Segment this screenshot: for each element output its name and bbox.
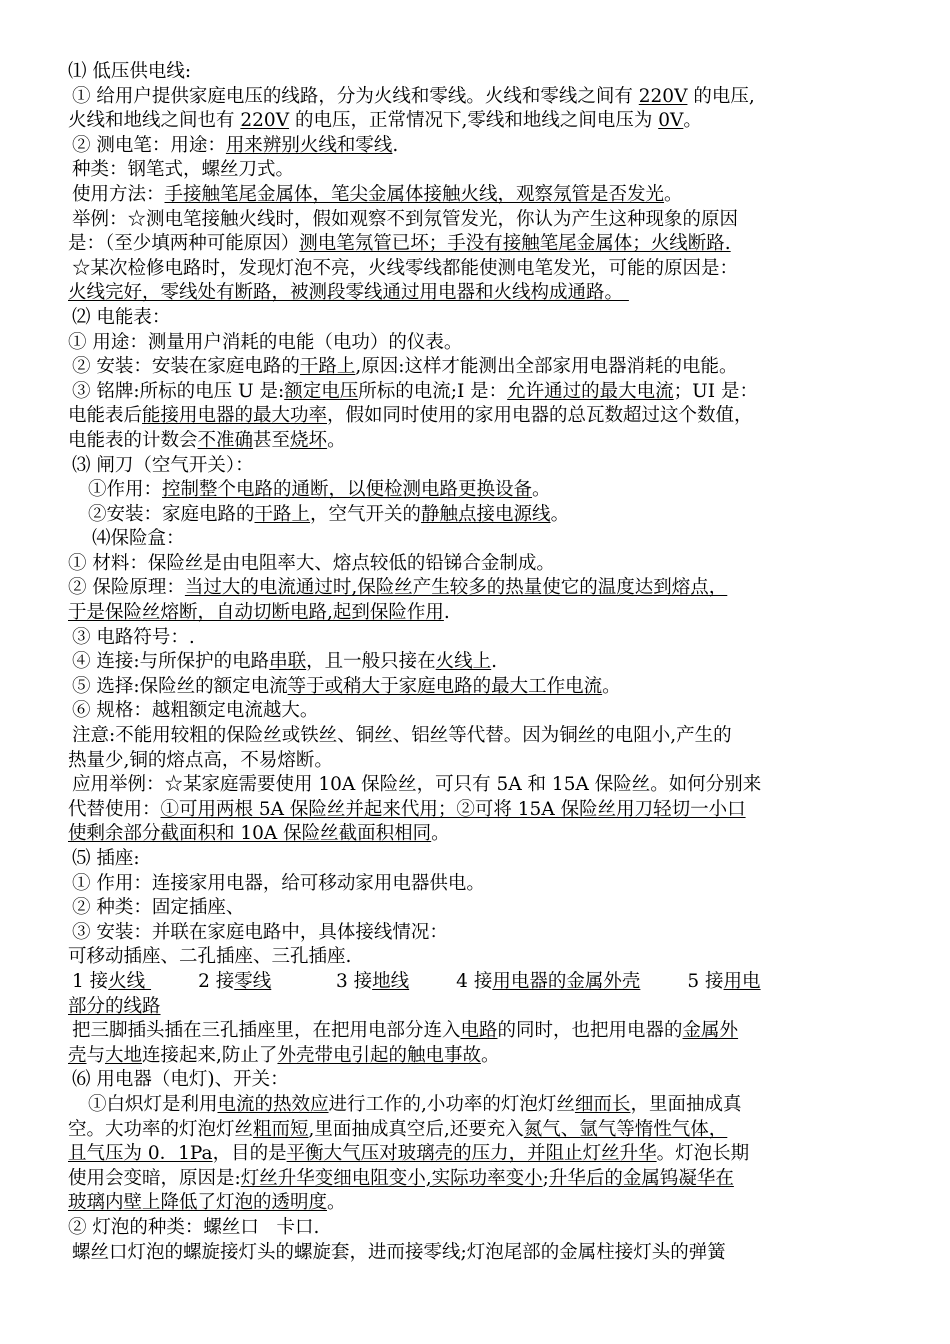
document-body (68, 60, 898, 1265)
underlined-answer: 细而长 (574, 1093, 631, 1115)
text-segment: 。灯泡长期 (656, 1143, 750, 1165)
text-segment: ② 安装：安装在家庭电路的 (72, 356, 300, 378)
text-segment: 。 (431, 823, 450, 845)
underlined-answer: 电路 (460, 1020, 498, 1042)
underlined-answer: 金属外 (682, 1020, 739, 1042)
text-line (68, 650, 898, 675)
text-segment: ③ 安装：并联在家庭电路中，具体接线情况： (72, 921, 448, 943)
text-segment: 连接起来,防止了 (142, 1044, 278, 1066)
text-line (68, 60, 898, 85)
underlined-answer: 使剩余部分截面积和 10A 保险丝截面积相同 (68, 823, 432, 845)
text-line (68, 749, 898, 774)
underlined-answer: 于是保险丝熔断，自动切断电路,起到保险作用 (68, 602, 444, 624)
text-segment: 1 接 (72, 970, 109, 992)
text-segment: 。 (602, 675, 621, 697)
text-segment: ⑹ 用电器（电灯)、开关： (72, 1069, 289, 1091)
underlined-answer: 静触点接电源线 (421, 503, 551, 525)
text-segment: ① 作用：连接家用电器，给可移动家用电器供电。 (72, 872, 485, 894)
text-line (68, 158, 898, 183)
text-segment: 进行工作的,小功率的灯泡灯丝 (328, 1093, 575, 1115)
text-segment: 。 (327, 429, 346, 451)
text-line (68, 183, 898, 208)
text-segment: 使用会变暗，原因是: (68, 1167, 241, 1189)
text-segment: . (392, 134, 399, 156)
text-segment: 举例：☆测电笔接触火线时，假如观察不到氖管发光，你认为产生这种现象的原因 (72, 208, 739, 230)
underlined-answer: 不准确 (197, 429, 254, 451)
underlined-answer: 零线 (234, 970, 272, 992)
text-line (68, 576, 898, 601)
text-line (68, 109, 898, 134)
underlined-answer: ①可用两根 5A 保险丝并起来代用；②可将 15A 保险丝用刀轻切一小口 (160, 798, 746, 820)
text-line (68, 355, 898, 380)
text-segment: ① 用途：测量用户消耗的电能（电功）的仪表。 (68, 331, 463, 353)
text-segment: ⑶ 闸刀（空气开关）： (72, 454, 254, 476)
underlined-answer: 当过大的电流通过时,保险丝产生较多的热量使它的温度达到熔点， (184, 577, 728, 599)
text-segment: 应用举例：☆某家庭需要使用 10A 保险丝，可只有 5A 和 15A 保险丝。如何分别来 (72, 774, 762, 796)
underlined-answer: 部分的线路 (68, 995, 161, 1017)
text-line (68, 872, 898, 897)
text-segment: ①作用： (88, 479, 163, 501)
underlined-answer: 控制整个电路的通断，以便检测电路更换设备 (162, 479, 533, 501)
text-segment: ☆某次检修电路时，发现灯泡不亮，火线零线都能使测电笔发光，可能的原因是： (72, 257, 739, 279)
text-segment: ⑷保险盒： (92, 528, 185, 550)
text-line (68, 1118, 898, 1143)
text-segment: ③ 铭牌:所标的电压 U 是: (72, 380, 285, 402)
text-line (68, 626, 898, 651)
text-segment: . (443, 602, 450, 624)
underlined-answer: 干路上 (299, 356, 356, 378)
underlined-answer: 烧坏 (290, 429, 328, 451)
text-line (68, 208, 898, 233)
text-segment: ② 测电笔：用途： (72, 134, 226, 156)
text-segment: ③ 电路符号：. (72, 626, 195, 648)
underlined-answer: 用来辨别火线和零线 (225, 134, 393, 156)
text-segment: ,原因:这样才能测出全部家用电器消耗的电能。 (355, 356, 738, 378)
text-segment: ，且一般只接在 (306, 651, 436, 673)
underlined-answer: 等于或稍大于家庭电路的最大工作电流 (287, 675, 603, 697)
text-segment: 。 (327, 1192, 346, 1214)
underlined-answer: 火线上 (435, 651, 492, 673)
text-segment: ⑵ 电能表： (72, 306, 171, 328)
text-segment: ; (542, 1167, 549, 1189)
text-segment: ② 灯泡的种类：螺丝口 卡口. (68, 1216, 320, 1238)
text-line (68, 1142, 898, 1167)
underlined-answer: 平衡大气压对玻璃壳的压力，并阻止灯丝升华 (286, 1143, 657, 1165)
text-segment: 甚至 (253, 429, 291, 451)
text-segment: 所标的电流;I 是： (358, 380, 508, 402)
text-segment: 是：（至少填两种可能原因） (68, 233, 300, 255)
text-line (68, 1093, 898, 1118)
text-line (68, 331, 898, 356)
text-segment: 的同时，也把用电器的 (497, 1020, 683, 1042)
text-segment: ，假如同时使用的家用电器的总瓦数超过这个数值， (327, 405, 753, 427)
text-segment: ⑸ 插座: (72, 848, 140, 869)
underlined-answer: 允许通过的最大电流 (507, 380, 674, 402)
text-line (68, 306, 898, 331)
text-line (68, 1167, 898, 1192)
underlined-answer: 能接用电器的最大功率 (142, 405, 328, 427)
underlined-answer: 220V (638, 85, 688, 107)
text-line (68, 675, 898, 700)
text-segment: ；UI 是： (673, 380, 758, 402)
underlined-answer: 且气压为 0．1Pa (68, 1143, 213, 1165)
text-line (68, 847, 898, 872)
text-line (68, 1044, 898, 1069)
text-line (68, 1241, 898, 1266)
text-segment: 火线和地线之间也有 (68, 110, 241, 132)
text-line (68, 822, 898, 847)
underlined-answer: 升华后的金属钨凝华在 (548, 1167, 734, 1189)
text-segment: 电能表的计数会 (68, 429, 198, 451)
underlined-answer: 粗而短 (253, 1118, 309, 1140)
text-segment: 热量少,铜的熔点高，不易熔断。 (68, 749, 333, 771)
text-segment: . (491, 651, 498, 673)
text-line (68, 429, 898, 454)
text-segment: ④ 连接:与所保护的电路 (72, 651, 270, 673)
text-segment: ,里面抽成真空后,还要充入 (308, 1118, 524, 1140)
underlined-answer: 大地 (105, 1044, 143, 1066)
underlined-answer: 外壳带电引起的触电事故 (277, 1044, 481, 1066)
text-segment: 的电压, (687, 85, 755, 107)
text-line (68, 454, 898, 479)
underlined-answer: 用电器的金属外壳 (492, 970, 641, 992)
text-line (68, 1216, 898, 1241)
text-segment: ⑤ 选择:保险丝的额定电流 (72, 675, 288, 697)
text-segment: 空。大功率的灯泡灯丝 (68, 1118, 254, 1140)
text-line (68, 601, 898, 626)
text-segment: 。 (480, 1044, 500, 1066)
text-line (68, 699, 898, 724)
text-line (68, 503, 898, 528)
text-line (68, 724, 898, 749)
text-line (68, 85, 898, 110)
underlined-answer: 电流的热效应 (217, 1093, 329, 1115)
text-line (68, 773, 898, 798)
text-segment: 使用方法： (72, 183, 165, 205)
text-segment: 3 接 (271, 970, 373, 992)
underlined-answer: 测电笔氖管已坏；手没有接触笔尾金属体；火线断路. (299, 233, 731, 255)
text-segment: ，目的是 (212, 1143, 287, 1165)
text-line (68, 896, 898, 921)
text-line (68, 134, 898, 159)
text-line (68, 1019, 898, 1044)
text-segment: 把三脚插头插在三孔插座里，在把用电部分连入 (72, 1020, 461, 1042)
text-line (68, 281, 898, 306)
text-segment: ②安装：家庭电路的 (88, 503, 255, 525)
text-segment: ⑴ 低压供电线: (68, 61, 192, 82)
text-line (68, 380, 898, 405)
underlined-answer: 氮气、氩气等惰性气体， (523, 1118, 728, 1140)
text-segment: ，空气开关的 (310, 503, 422, 525)
text-line (68, 970, 898, 995)
text-segment: 5 接 (640, 970, 724, 992)
text-segment: 。 (550, 503, 570, 525)
text-segment: 注意:不能用较粗的保险丝或铁丝、铜丝、铝丝等代替。因为铜丝的电阻小,产生的 (72, 725, 732, 747)
text-segment: ② 种类：固定插座、 (72, 897, 245, 919)
underlined-answer: 0V (658, 110, 684, 132)
text-segment: 。 (664, 183, 683, 205)
text-line (68, 232, 898, 257)
text-segment: ①白炽灯是利用 (88, 1093, 218, 1115)
text-segment: ② 保险原理： (68, 577, 185, 599)
underlined-answer: 灯丝升华变细电阻变小,实际功率变小 (240, 1167, 543, 1189)
text-line (68, 995, 898, 1020)
text-line (68, 945, 898, 970)
underlined-answer: 手接触笔尾金属体，笔尖金属体接触火线，观察氖管是否发光 (164, 183, 665, 205)
underlined-answer: 干路上 (254, 503, 311, 525)
text-line (68, 478, 898, 503)
text-segment: 4 接 (409, 970, 493, 992)
text-line (68, 527, 898, 552)
underlined-answer: 220V (240, 110, 290, 132)
text-line (68, 552, 898, 577)
underlined-answer: 火线 (108, 970, 152, 992)
text-line (68, 1068, 898, 1093)
text-line (68, 404, 898, 429)
text-line (68, 1191, 898, 1216)
text-segment: 螺丝口灯泡的螺旋接灯头的螺旋套，进而接零线;灯泡尾部的金属柱接灯头的弹簧 (72, 1241, 726, 1263)
text-segment: 与 (86, 1044, 106, 1066)
text-line (68, 921, 898, 946)
text-line (68, 257, 898, 282)
text-segment: ，里面抽成真 (630, 1093, 742, 1115)
text-segment: 的电压，正常情况下,零线和地线之间电压为 (289, 110, 659, 132)
text-segment: ⑥ 规格：越粗额定电流越大。 (72, 700, 319, 722)
text-segment: 。 (532, 479, 551, 501)
text-line (68, 798, 898, 823)
underlined-answer: 壳 (68, 1044, 87, 1066)
text-segment: 代替使用： (68, 798, 161, 820)
text-segment: 电能表后 (68, 405, 143, 427)
text-segment: ① 材料：保险丝是由电阻率大、熔点较低的铅锑合金制成。 (68, 552, 555, 574)
underlined-answer: 用电 (723, 970, 761, 992)
text-segment: 。 (683, 110, 702, 132)
text-segment: 可移动插座、二孔插座、三孔插座. (68, 946, 352, 968)
underlined-answer: 串联 (269, 651, 307, 673)
underlined-answer: 火线完好，零线处有断路，被测段零线通过用电器和火线构成通路。 (68, 282, 629, 304)
underlined-answer: 额定电压 (284, 380, 359, 402)
underlined-answer: 玻璃内壁上降低了灯泡的透明度 (68, 1192, 328, 1214)
underlined-answer: 地线 (372, 970, 410, 992)
text-segment: 2 接 (151, 970, 235, 992)
text-segment: 种类：钢笔式，螺丝刀式。 (72, 159, 295, 181)
text-segment: ① 给用户提供家庭电压的线路，分为火线和零线。火线和零线之间有 (72, 85, 639, 107)
